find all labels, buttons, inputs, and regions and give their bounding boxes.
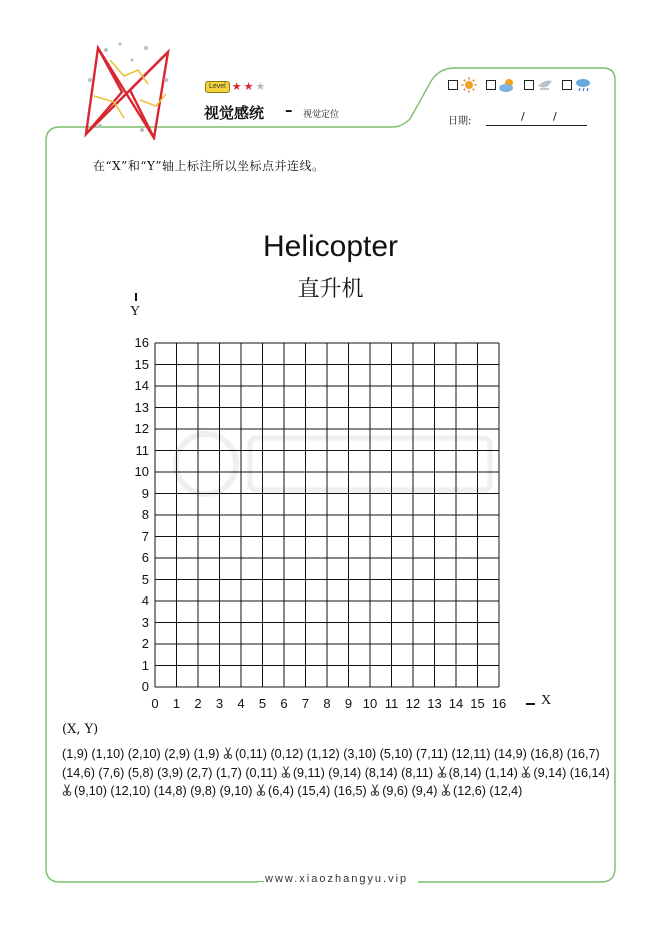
coordinate-segment: (12,6) (12,4) (453, 784, 523, 798)
x-tick-label: 13 (427, 696, 442, 711)
level-badge: Level (205, 81, 230, 93)
x-tick-label: 9 (344, 696, 353, 711)
date-label: 日期: (448, 116, 472, 127)
x-axis-label: X (541, 693, 552, 708)
y-tick-label: 10 (134, 464, 149, 479)
star-icon: ★ (255, 80, 266, 93)
scissors-icon (370, 783, 380, 795)
coordinate-segment: (1,9) (1,10) (2,10) (2,9) (1,9) (62, 747, 223, 761)
y-tick-label: 3 (141, 614, 149, 630)
y-tick-label: 11 (135, 442, 149, 458)
y-tick-label: 16 (134, 335, 149, 350)
x-tick-label: 10 (362, 696, 378, 711)
scissors-icon (223, 746, 233, 758)
section-dash: – (285, 101, 293, 119)
x-tick-label: 0 (151, 696, 159, 711)
coordinate-segment: (9,14) (16,14) (533, 765, 610, 780)
y-tick-label: 14 (134, 378, 149, 393)
coordinates-list (62, 745, 622, 801)
y-tick-label: 12 (134, 421, 149, 436)
y-tick-label: 7 (141, 528, 149, 544)
x-tick-label: 6 (280, 696, 288, 711)
y-tick-label: 8 (141, 507, 149, 522)
y-tick-label: 9 (141, 485, 149, 501)
coordinate-segment: (0,11) (0,12) (1,12) (3,10) (5,10) (7,11) (12,11) (14,9) (16,8) (16,7) (14,6) (7,6) (5,8) (3,9) (2,7) (1,7) (0,11) (62, 747, 600, 780)
y-tick-label: 4 (141, 593, 149, 608)
coordinates-header: (X, Y) (62, 722, 99, 737)
y-tick-label: 2 (141, 636, 149, 651)
y-tick-label: 6 (141, 550, 149, 565)
star-icon: ★ (231, 80, 242, 93)
star-icon: ★ (243, 80, 254, 93)
coordinate-segment: (6,4) (15,4) (16,5) (268, 784, 371, 798)
x-tick-label: 1 (172, 696, 181, 711)
section-subtitle: 视觉定位 (303, 110, 340, 120)
coordinate-segment: (9,10) (12,10) (14,8) (9,8) (9,10) (74, 784, 256, 798)
scissors-icon (62, 783, 72, 795)
x-tick-label: 8 (323, 696, 331, 711)
section-title: 视觉感统 (204, 104, 265, 122)
page-title-chinese: 直升机 (297, 277, 364, 302)
x-tick-label: 3 (215, 696, 224, 711)
page-title: Helicopter (262, 230, 399, 263)
y-tick-label: 0 (141, 679, 149, 694)
x-tick-label: 16 (491, 696, 507, 711)
instruction-text: 在“X”和“Y”轴上标注所以坐标点并连线。 (93, 159, 325, 173)
coordinate-segment: (9,6) (9,4) (382, 784, 441, 798)
y-tick-label: 13 (134, 399, 149, 415)
scissors-icon (521, 765, 531, 777)
x-tick-label: 5 (258, 696, 267, 711)
y-tick-label: 5 (141, 571, 149, 587)
x-tick-label: 4 (237, 696, 245, 711)
scissors-icon (437, 765, 447, 777)
x-tick-label: 12 (405, 696, 421, 711)
date-separator: / (521, 110, 525, 123)
x-tick-label: 11 (384, 696, 399, 711)
coordinate-segment: (9,11) (9,14) (8,14) (8,11) (292, 765, 437, 780)
coordinate-segment: (8,14) (1,14) (448, 765, 522, 780)
footer-divider (258, 881, 264, 882)
y-axis-label: Y (130, 304, 141, 319)
scissors-icon (441, 783, 451, 795)
scissors-icon (281, 765, 291, 777)
y-tick-label: 1 (141, 657, 149, 673)
x-tick-label: 2 (194, 696, 202, 711)
date-separator: / (553, 110, 557, 123)
x-tick-label: 7 (301, 696, 310, 711)
y-tick-label: 15 (134, 356, 149, 372)
x-tick-label: 15 (470, 696, 485, 711)
x-tick-label: 14 (448, 696, 464, 711)
scissors-icon (256, 783, 266, 795)
footer-url: www.xiaozhangyu.vip (265, 873, 409, 885)
